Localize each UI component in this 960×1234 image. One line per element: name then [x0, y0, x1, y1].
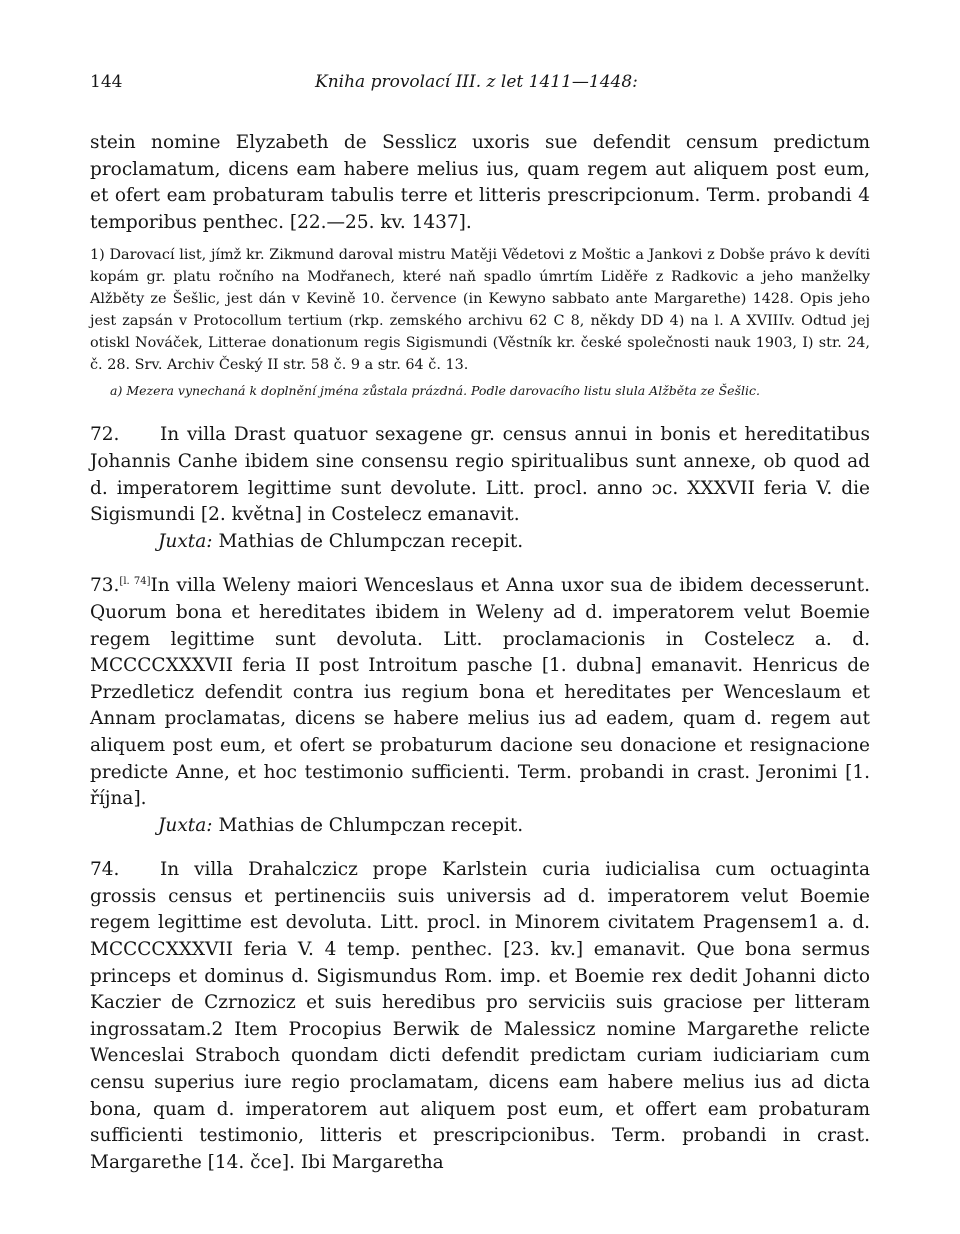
- entry-text: In villa Drahalczicz prope Karlstein curia iudicialisa cum octuaginta grossis census et pertinenciis suis universis ad d. imperatorem velut Boemie regem legittime est devoluta. Litt. procl. in Minorem civitatem Pragensem1 a. d. MCCCCXXXVII feria V. 4 temp. penthec. [23. kv.] emanavit. Que bona sermus princeps et dominus d. Sigismundus Rom. imp. et Boemie rex dedit Johanni dicto Kaczier de Czrnozicz et suis heredibus pro serviciis suis graciose per litteram ingrossatam.2 Item Procopius Berwik de Malessicz nomine Margarethe relicte Wenceslai Straboch quondam dicti defendit predictam curiam iudiciariam cum censu superius iure regio proclamatam, dicens eam habere melius ius ad dicta bona, quam d. imperatorem aut aliquem post eum, et offert eam probaturam sufficienti testimonio, litteris et prescripcionibus. Term. probandi in crast. Margarethe [14. čce]. Ibi Margaretha: [90, 859, 870, 1173]
- footnote-1-marker: 1): [90, 247, 105, 264]
- juxta-label: Juxta:: [158, 814, 213, 836]
- entry-number: 74.: [90, 859, 120, 881]
- juxta-text: Mathias de Chlumpczan recepit.: [218, 814, 524, 836]
- entry-text: In villa Drast quatuor sexagene gr. census annui in bonis et hereditatibus Johannis Canhe ibidem sine consensu regio spiritualibus sunt annexe, ob quod ad d. imperatorem legittime sunt devolute. Litt. procl. anno ɔc. XXXVII feria V. die Sigismundi [2. května] in Costelecz emanavit.: [90, 424, 870, 526]
- entry-72: [90, 422, 870, 528]
- footnote-a: [90, 380, 870, 402]
- juxta-text: Mathias de Chlumpczan recepit.: [218, 530, 524, 552]
- footnote-a-marker: a): [110, 383, 123, 399]
- entry-number: 73.: [90, 575, 120, 597]
- entry-text: In villa Weleny maiori Wenceslaus et Anna uxor sua de ibidem decesserunt. Quorum bona et hereditates ibidem in Weleny ad d. imperatorem velut Boemie regem legittime sunt devoluta. Litt. proclamacionis in Costelecz a. d. MCCCCXXXVII feria II post Introitum pasche [1. dubna] emanavit. Henricus de Przedleticz defendit contra ius regium bona et hereditates per Wenceslaum et Annam proclamatas, dicens se habere melius ius ad eadem, quam d. regem aut aliquem post eum, et ofert se probaturum dacione seu donacione et resignacione predicte Anne, et hoc testimonio sufficienti. Term. probandi in crast. Jeronimi [1. října].: [90, 575, 870, 810]
- intro-paragraph: stein nomine Elyzabeth de Sesslicz uxoris sue defendit censum predictum proclamatum, dicens eam habere melius ius, quam regem aut aliquem post eum, et ofert eam probaturam tabulis terre et litteris prescripcionum. Term. probandi 4 temporibus penthec. [22.—25. kv. 1437].: [90, 132, 870, 233]
- folio-marker: [l. 74]: [119, 576, 151, 588]
- page-number: 144: [90, 72, 123, 92]
- entry-number: 72.: [90, 424, 120, 446]
- footnote-a-text: Mezera vynechaná k doplnění jména zůstala prázdná. Podle darovacího listu slula Alžběta ze Šešlic.: [126, 383, 760, 399]
- footnote-1-text: Darovací list, jímž kr. Zikmund daroval mistru Matěji Vědetovi z Moštic a Jankovi z Dobše právo k devíti kopám gr. platu ročního na Modřanech, které naň spadlo úmrtím Liděře z Radkovic a jeho manželky Alžběty ze Šešlic, jest dán v Kevině 10. července (in Kewyno sabbato ante Margarethe) 1428. Opis jeho jest zapsán v Protocollum tertium (rkp. zemského archivu 62 C 8, někdy DD 4) na l. A XVIIIv. Odtud jej otiskl Nováček, Litterae donationum regis Sigismundi (Věstník kr. české společnosti nauk 1903, I) str. 24, č. 28. Srv. Archiv Český II str. 58 č. 9 a str. 64 č. 13.: [90, 247, 870, 374]
- page-header: [90, 72, 870, 102]
- juxta-label: Juxta:: [158, 530, 213, 552]
- juxta-line: [90, 529, 870, 556]
- juxta-line: [90, 813, 870, 840]
- entry-74: [90, 857, 870, 1176]
- running-title: Kniha provolací III. z let 1411—1448:: [315, 72, 638, 92]
- document-page: [90, 72, 870, 1176]
- footnote-1: [90, 244, 870, 376]
- entry-73: [90, 573, 870, 812]
